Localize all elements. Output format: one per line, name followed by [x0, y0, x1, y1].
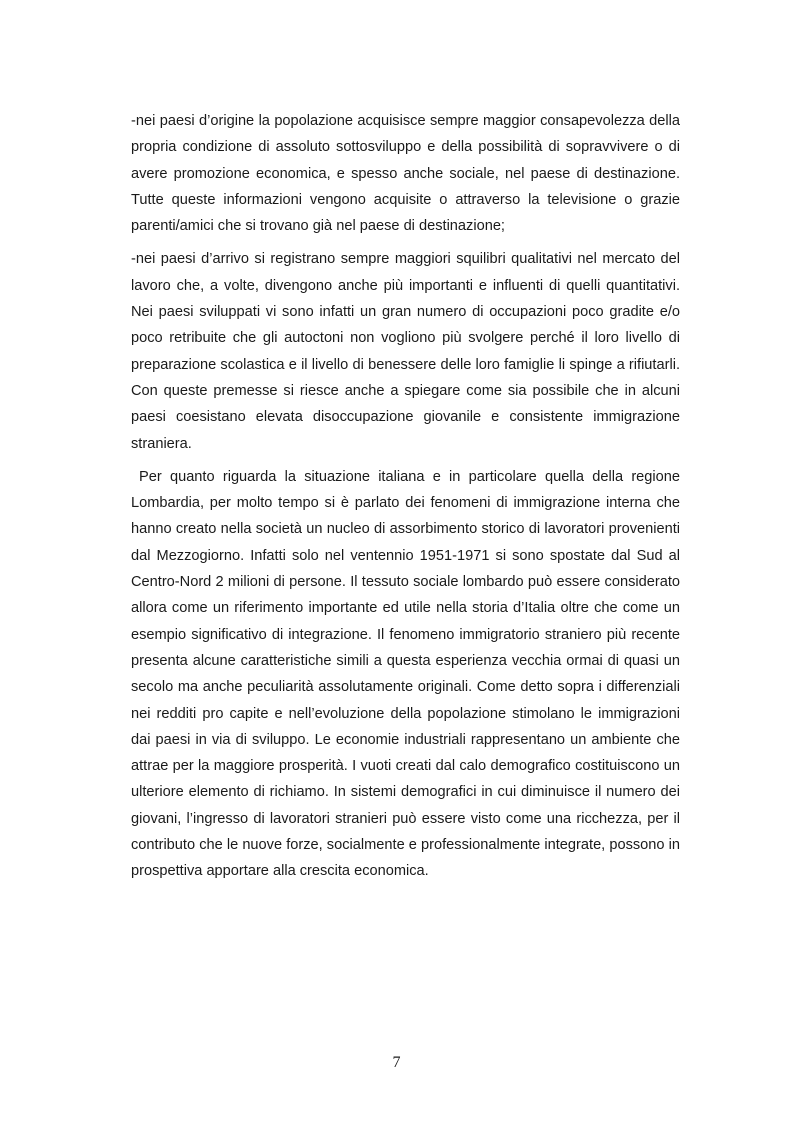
paragraph-italian-situation: Per quanto riguarda la situazione italiana e in particolare quella della regione Lombardia, per molto tempo si è parlato dei fenomeni di immigrazione interna che hanno creato nella società un nucleo di assorbimento storico di lavoratori provenienti dal Mezzogiorno. Infatti solo nel ventennio 1951-1971 si sono spostate dal Sud al Centro-Nord 2 milioni di persone. Il tessuto sociale lombardo può essere considerato allora come un riferimento importante ed utile nella storia d’Italia oltre che come un esempio significativo di integrazione. Il fenomeno immigratorio straniero più recente presenta alcune caratteristiche simili a questa esperienza vecchia ormai di quasi un secolo ma anche peculiarità assolutamente originali. Come detto sopra i differenziali nei redditi pro capite e nell’evoluzione della popolazione stimolano le immigrazioni dai paesi in via di sviluppo. Le economie industriali rappresentano un ambiente che attrae per la maggiore prosperità. I vuoti creati dal calo demografico costituiscono un ulteriore elemento di richiamo. In sistemi demografici in cui diminuisce il numero dei giovani, l’ingresso di lavoratori stranieri può essere visto come una ricchezza, per il contributo che le nuove forze, socialmente e professionalmente integrate, possono in prospettiva apportare alla crescita economica.: [131, 468, 680, 880]
paragraph-origin-countries: -nei paesi d’origine la popolazione acquisisce sempre maggior consapevolezza della propria condizione di assoluto sottosviluppo e della possibilità di sopravvivere o di avere promozione economica, e spesso anche sociale, nel paese di destinazione. Tutte queste informazioni vengono acquisite o attraverso la televisione o grazie parenti/amici che si trovano già nel paese di destinazione;: [131, 113, 680, 235]
body-text: [131, 108, 680, 892]
paragraph-arrival-countries: -nei paesi d’arrivo si registrano sempre maggiori squilibri qualitativi nel mercato del lavoro che, a volte, divengono anche più importanti e influenti di quelli quantitativi. Nei paesi sviluppati vi sono infatti un gran numero di occupazioni poco gradite e/o poco retribuite che gli autoctoni non vogliono più svolgere perché il loro livello di preparazione scolastica e il livello di benessere delle loro famiglie li spinge a rifiutarli. Con queste premesse si riesce anche a spiegare come sia possibile che in alcuni paesi coesistano elevata disoccupazione giovanile e consistente immigrazione straniera.: [131, 251, 680, 452]
page-number: 7: [392, 1054, 401, 1071]
